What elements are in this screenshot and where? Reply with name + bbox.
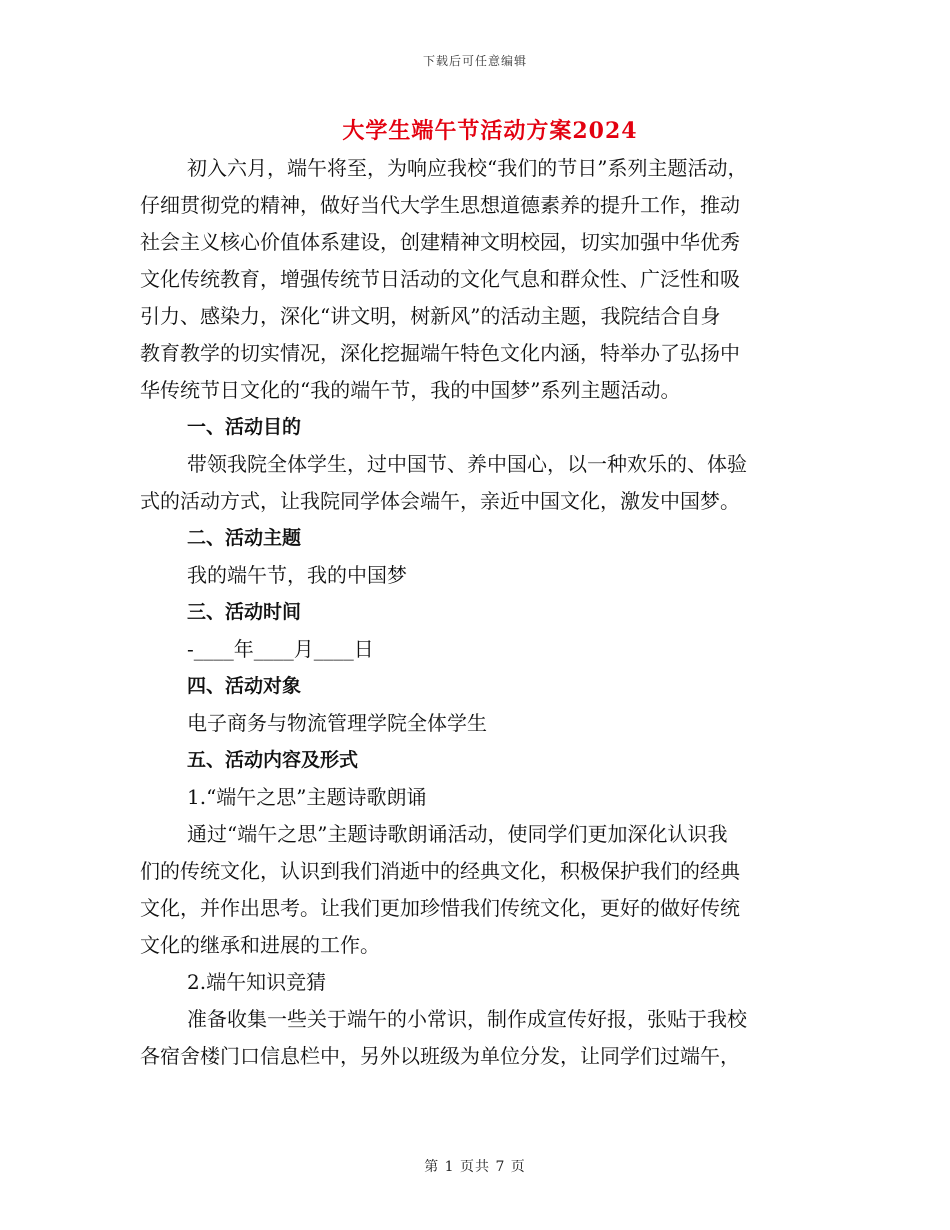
section-audience-text: 电子商务与物流管理学院全体学生	[187, 711, 487, 735]
paragraph-line: 初入六月，端午将至，为响应我校“我们的节日”系列主题活动，	[187, 156, 748, 180]
document-title: 大学生端午节活动方案2024	[342, 118, 638, 144]
paragraph-line: 们的传统文化，认识到我们消逝中的经典文化，积极保护我们的经典	[140, 859, 740, 883]
paragraph-line: 准备收集一些关于端午的小常识，制作成宣传好报，张贴于我校	[187, 1007, 747, 1031]
header-note: 下载后可任意编辑	[422, 54, 527, 68]
section-theme-text: 我的端午节，我的中国梦	[187, 563, 407, 587]
paragraph-line: 文化的继承和进展的工作。	[140, 933, 380, 957]
item-poetry-paragraph	[140, 816, 812, 964]
item-title-poetry: 1.“端午之思”主题诗歌朗诵	[187, 785, 427, 809]
paragraph-line: 文化传统教育，增强传统节日活动的文化气息和群众性、广泛性和吸	[140, 267, 740, 291]
paragraph-line: 各宿舍楼门口信息栏中，另外以班级为单位分发，让同学们过端午，	[140, 1044, 740, 1068]
section-heading-audience: 四、活动对象	[187, 675, 302, 697]
section-heading-purpose: 一、活动目的	[187, 416, 302, 438]
paragraph-line: 通过“端午之思”主题诗歌朗诵活动，使同学们更加深化认识我	[187, 822, 728, 846]
item-quiz-paragraph	[140, 1001, 812, 1075]
section-time-text: -____年____月____日	[187, 637, 374, 661]
paragraph-line: 教育教学的切实情况，深化挖掘端午特色文化内涵，特举办了弘扬中	[140, 341, 740, 365]
paragraph-line: 社会主义核心价值体系建设，创建精神文明校园，切实加强中华优秀	[140, 230, 740, 254]
paragraph-line: 式的活动方式，让我院同学体会端午，亲近中国文化，激发中国梦。	[140, 489, 740, 513]
page-number: 第 1 页共 7 页	[424, 1159, 526, 1175]
paragraph-line: 文化，并作出思考。让我们更加珍惜我们传统文化，更好的做好传统	[140, 896, 740, 920]
intro-paragraph	[140, 150, 812, 409]
paragraph-line: 华传统节日文化的“我的端午节，我的中国梦”系列主题活动。	[140, 378, 681, 402]
section-purpose-paragraph	[140, 446, 812, 520]
paragraph-line: 引力、感染力，深化“讲文明，树新风”的活动主题，我院结合自身	[140, 304, 721, 328]
document-body	[140, 150, 812, 1075]
section-heading-theme: 二、活动主题	[187, 527, 302, 549]
paragraph-line: 仔细贯彻党的精神，做好当代大学生思想道德素养的提升工作，推动	[140, 193, 740, 217]
section-heading-time: 三、活动时间	[187, 601, 302, 623]
paragraph-line: 带领我院全体学生，过中国节、养中国心，以一种欢乐的、体验	[187, 452, 747, 476]
item-title-quiz: 2.端午知识竞猜	[187, 970, 327, 994]
section-heading-content: 五、活动内容及形式	[187, 749, 359, 771]
